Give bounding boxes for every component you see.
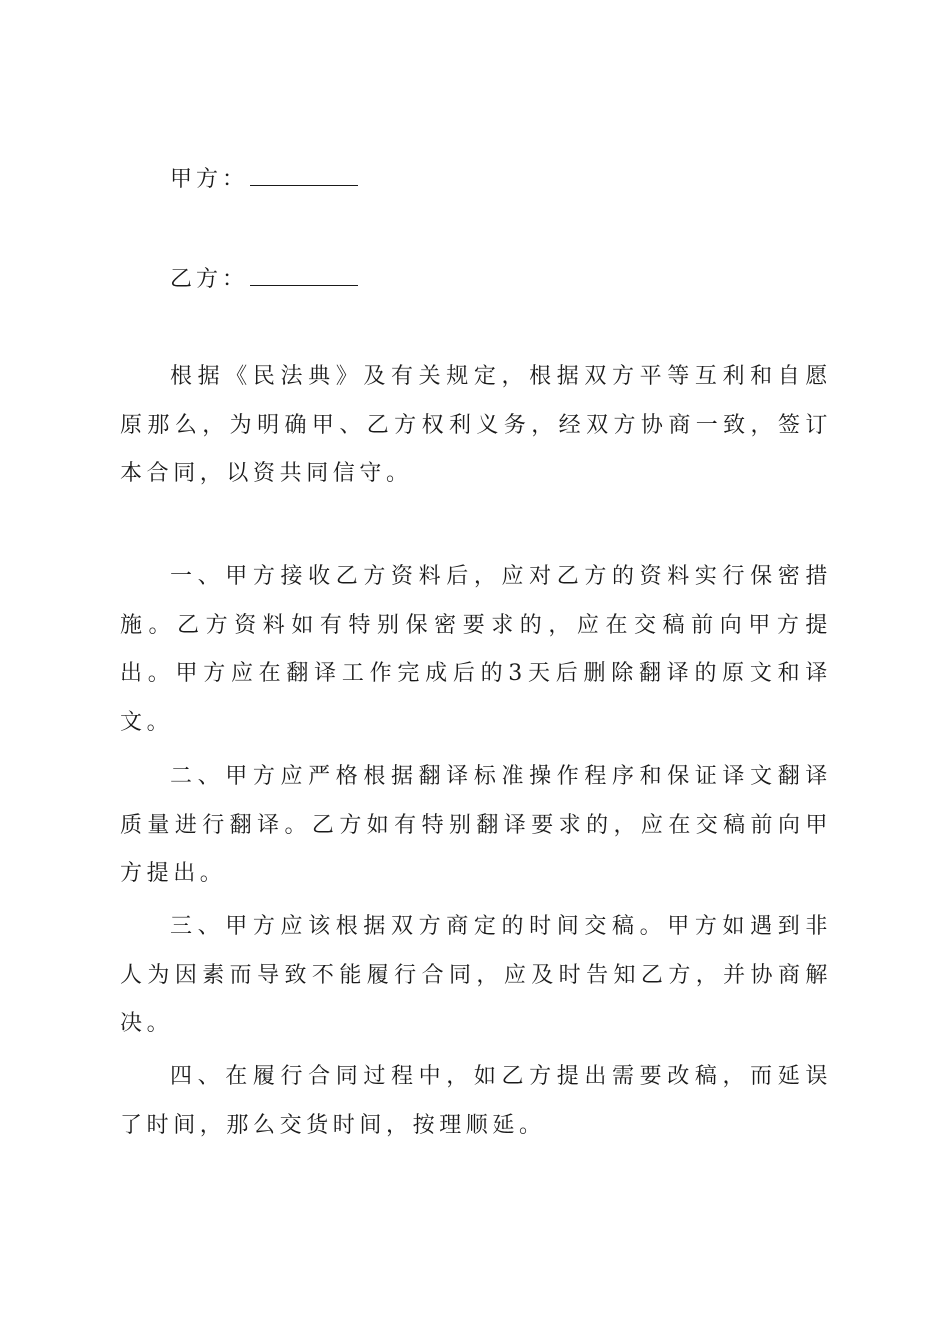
clause-1-paragraph: 一、甲方接收乙方资料后，应对乙方的资料实行保密措施。乙方资料如有特别保密要求的，应在交稿前向甲方提出。甲方应在翻译工作完成后的3天后删除翻译的原文和译文。: [120, 564, 832, 735]
intro-paragraph: 根据《民法典》及有关规定，根据双方平等互利和自愿原那么，为明确甲、乙方权利义务，经双方协商一致，签订本合同，以资共同信守。: [120, 364, 832, 486]
party-b-blank-field: [250, 263, 358, 286]
clause-2-paragraph: 二、甲方应严格根据翻译标准操作程序和保证译文翻译质量进行翻译。乙方如有特别翻译要求的，应在交稿前向甲方提出。: [120, 764, 832, 886]
party-b-line: [170, 263, 358, 295]
party-a-blank-field: [250, 163, 358, 186]
clause-3-paragraph: 三、甲方应该根据双方商定的时间交稿。甲方如遇到非人为因素而导致不能履行合同，应及时告知乙方，并协商解决。: [120, 914, 832, 1036]
party-b-label: 乙方：: [170, 267, 249, 292]
clause-4-paragraph: 四、在履行合同过程中，如乙方提出需要改稿，而延误了时间，那么交货时间，按理顺延。: [120, 1064, 832, 1138]
party-a-label: 甲方：: [170, 167, 249, 192]
party-a-line: [170, 163, 358, 195]
